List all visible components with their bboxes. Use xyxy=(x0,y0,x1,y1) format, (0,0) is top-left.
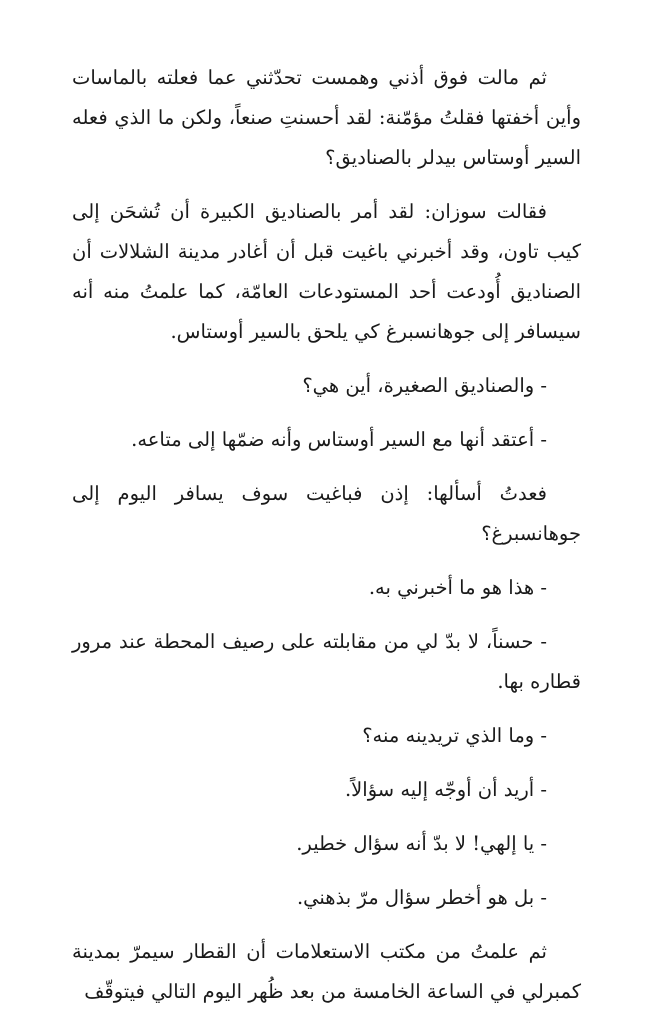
paragraph-train-kimberley: ثم علمتُ من مكتب الاستعلامات أن القطار سيمرّ بمدينة كمبرلي في الساعة الخامسة من بعد ظُهر اليوم التالي فيتوقّف xyxy=(72,940,581,1003)
paragraph-meet-at-platform: - حسناً، لا بدّ لي من مقابلته على رصيف المحطة عند مرور قطاره بها. xyxy=(72,630,581,693)
dialog-ask-a-question: - أريد أن أوجّه إليه سؤالاً. xyxy=(344,778,547,801)
dialog-what-do-you-want: - وما الذي تريدينه منه؟ xyxy=(362,724,547,747)
dialog-most-serious: - بل هو أخطر سؤال مرّ بذهني. xyxy=(296,886,547,909)
book-page xyxy=(72,58,581,1003)
dialog-small-boxes-question: - والصناديق الصغيرة، أين هي؟ xyxy=(302,374,547,397)
dialog-serious-question: - يا إلهي! لا بدّ أنه سؤال خطير. xyxy=(296,832,547,855)
paragraph-diamonds: ثم مالت فوق أذني وهمست تحدّثني عما فعلته بالماسات وأين أخفتها فقلتُ مؤمّنة: لقد أحسنتِ صنعاً، ولكن ما الذي فعله السير أوستاس بيدلر بالصناديق؟ xyxy=(72,66,581,169)
paragraph-johannesburg-question: فعدتُ أسألها: إذن فباغيت سوف يسافر اليوم إلى جوهانسبرغ؟ xyxy=(72,482,581,545)
paragraph-susan-reply: فقالت سوزان: لقد أمر بالصناديق الكبيرة أن تُشحَن إلى كيب تاون، وقد أخبرني باغيت قبل أن أغادر مدينة الشلالات أن الصناديق أُودعت أحد المستودعات العامّة، كما علمتُ منه أنه سيسافر إلى جوهانسبرغ كي يلحق بالسير أوستاس. xyxy=(72,200,581,343)
dialog-with-sir-eustace: - أعتقد أنها مع السير أوستاس وأنه ضمّها إلى متاعه. xyxy=(131,428,547,451)
dialog-what-he-told-me: - هذا هو ما أخبرني به. xyxy=(368,576,547,599)
